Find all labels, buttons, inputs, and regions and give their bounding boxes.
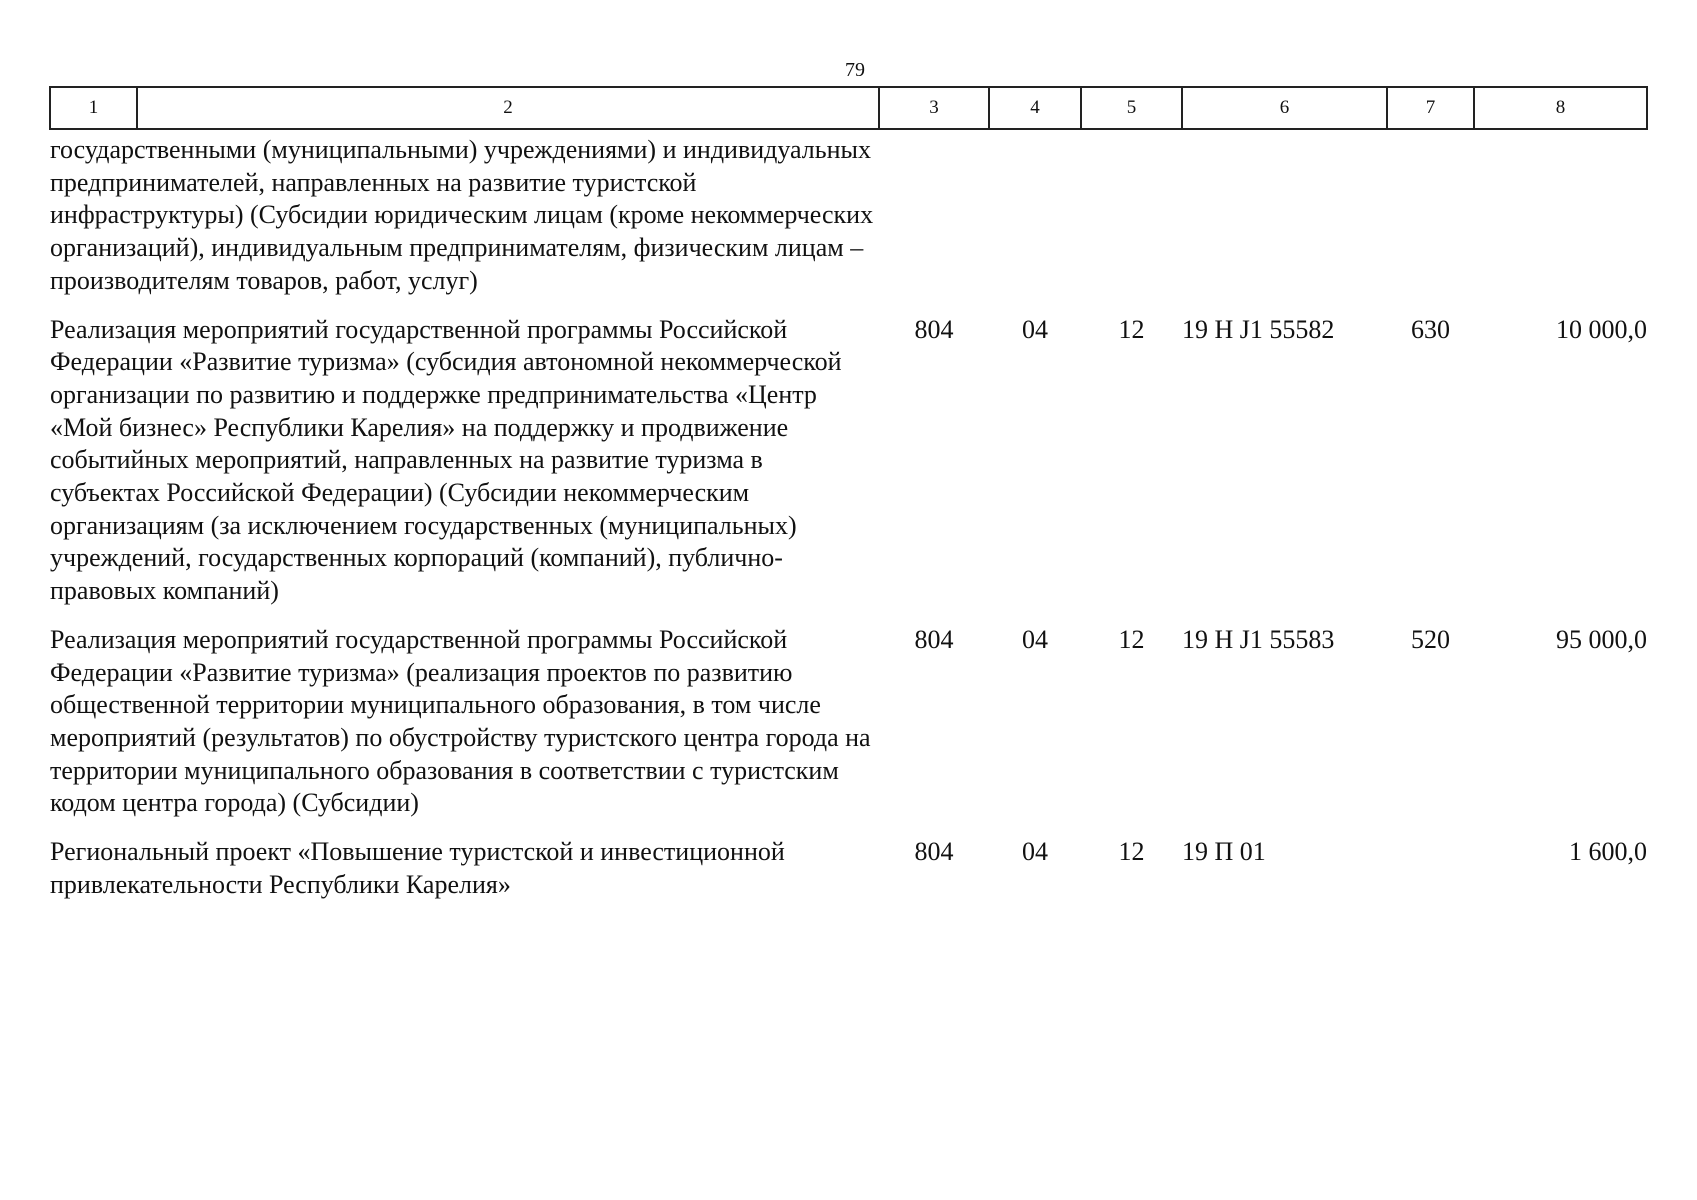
page-number: 79 xyxy=(845,59,865,81)
table-row xyxy=(50,836,1647,917)
row-subsection-code: 12 xyxy=(1118,837,1145,867)
row-ministry-code: 804 xyxy=(914,314,954,344)
column-header-3: 3 xyxy=(879,87,989,129)
column-header-7: 7 xyxy=(1387,87,1474,129)
row-amount: 10 000,0 xyxy=(1556,314,1647,344)
row-section-code xyxy=(989,129,1081,314)
table-header xyxy=(50,87,1647,129)
table-row xyxy=(50,314,1647,624)
column-header-1: 1 xyxy=(50,87,137,129)
row-amount: 95 000,0 xyxy=(1556,624,1647,654)
table-row xyxy=(50,624,1647,836)
column-header-5: 5 xyxy=(1081,87,1182,129)
column-header-4: 4 xyxy=(989,87,1081,129)
row-section-code: 04 xyxy=(1022,314,1048,344)
row-subsection-code xyxy=(1081,129,1182,314)
row-target-article: 19 Н J1 55583 xyxy=(1182,624,1335,654)
row-description: государственными (муниципальными) учреждениями) и индивидуальных предпринимателей, направленных на развитие туристской инфраструктуры) (Субсидии юридическим лицам (кроме некоммерческих организаций), индивидуальным предпринимателям, физическим лицам – производителям товаров, работ, услуг) xyxy=(50,135,874,295)
row-description: Региональный проект «Повышение туристской и инвестиционной привлекательности Республики Карелия» xyxy=(50,837,785,899)
table-body xyxy=(50,129,1647,917)
row-description: Реализация мероприятий государственной программы Российской Федерации «Развитие туризма» (субсидия автономной некоммерческой организации по развитию и поддержке предпринимательства «Центр «Мой бизнес» Республики Карелия» на поддержку и продвижение событийных мероприятий, направленных на развитие туризма в субъектах Российской Федерации) (Субсидии некоммерческим организациям (за исключением государственных (муниципальных) учреждений, государственных корпораций (компаний), публично-правовых компаний) xyxy=(50,314,842,606)
row-ministry-code: 804 xyxy=(914,837,954,867)
column-header-2: 2 xyxy=(137,87,879,129)
row-description: Реализация мероприятий государственной программы Российской Федерации «Развитие туризма» (реализация проектов по развитию общественной территории муниципального образования, в том числе мероприятий (результатов) по обустройству туристского центра города на территории муниципального образования в соответствии с туристским кодом центра города) (Субсидии) xyxy=(50,624,871,818)
row-subsection-code: 12 xyxy=(1118,314,1145,344)
row-subsection-code: 12 xyxy=(1118,624,1145,654)
row-expense-type: 520 xyxy=(1411,624,1450,654)
row-expense-type xyxy=(1387,129,1474,314)
column-header-6: 6 xyxy=(1182,87,1387,129)
budget-table xyxy=(49,86,1648,917)
row-amount xyxy=(1474,129,1647,314)
column-header-8: 8 xyxy=(1474,87,1647,129)
row-ministry-code: 804 xyxy=(914,624,954,654)
row-target-article: 19 П 01 xyxy=(1182,837,1266,867)
row-expense-type: 630 xyxy=(1411,314,1450,344)
header-row xyxy=(50,87,1647,129)
row-target-article: 19 Н J1 55582 xyxy=(1182,314,1335,344)
row-section-code: 04 xyxy=(1022,624,1048,654)
row-amount: 1 600,0 xyxy=(1569,837,1647,867)
row-section-code: 04 xyxy=(1022,837,1048,867)
row-target-article xyxy=(1182,129,1387,314)
table-row xyxy=(50,129,1647,314)
row-ministry-code xyxy=(879,129,989,314)
row-expense-type xyxy=(1387,836,1474,917)
